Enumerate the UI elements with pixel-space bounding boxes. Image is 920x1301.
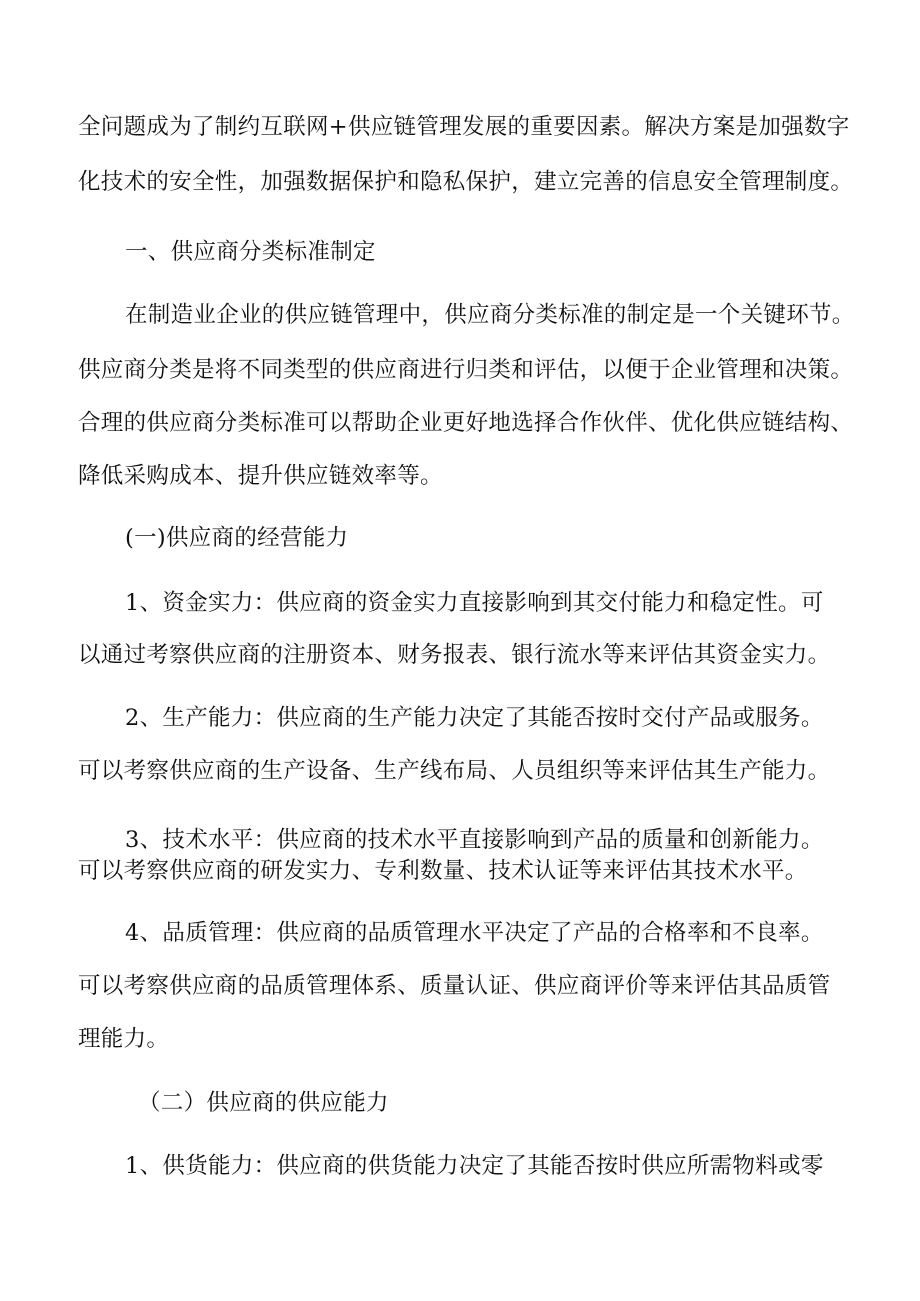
text-line: 在制造业企业的供应链管理中，供应商分类标准的制定是一个关键环节。	[125, 302, 855, 328]
subsection-heading: （二）供应商的供应能力	[138, 1090, 389, 1116]
text-line: 化技术的安全性，加强数据保护和隐私保护，建立完善的信息安全管理制度。	[78, 169, 854, 195]
text-line: 可以考察供应商的生产设备、生产线布局、人员组织等来评估其生产能力。	[78, 758, 831, 784]
text-line: 1、资金实力：供应商的资金实力直接影响到其交付能力和稳定性。可	[125, 590, 824, 616]
text-line: 全问题成为了制约互联网+供应链管理发展的重要因素。解决方案是加强数字	[78, 114, 850, 140]
text-line: 降低采购成本、提升供应链效率等。	[78, 463, 443, 489]
text-line: 合理的供应商分类标准可以帮助企业更好地选择合作伙伴、优化供应链结构、	[78, 410, 854, 436]
subsection-heading: (一)供应商的经营能力	[125, 525, 349, 551]
text-line: 3、技术水平：供应商的技术水平直接影响到产品的质量和创新能力。	[125, 827, 824, 853]
text-line: 4、品质管理：供应商的品质管理水平决定了产品的合格率和不良率。	[125, 920, 824, 946]
text-line: 可以考察供应商的品质管理体系、质量认证、供应商评价等来评估其品质管	[78, 973, 831, 999]
text-line: 1、供货能力：供应商的供货能力决定了其能否按时供应所需物料或零	[125, 1153, 824, 1179]
text-line: 可以考察供应商的研发实力、专利数量、技术认证等来评估其技术水平。	[78, 858, 808, 884]
section-heading: 一、供应商分类标准制定	[125, 239, 376, 265]
text-line: 供应商分类是将不同类型的供应商进行归类和评估，以便于企业管理和决策。	[78, 357, 854, 383]
text-line: 2、生产能力：供应商的生产能力决定了其能否按时交付产品或服务。	[125, 705, 824, 731]
text-line: 理能力。	[78, 1026, 170, 1052]
text-line: 以通过考察供应商的注册资本、财务报表、银行流水等来评估其资金实力。	[78, 642, 831, 668]
